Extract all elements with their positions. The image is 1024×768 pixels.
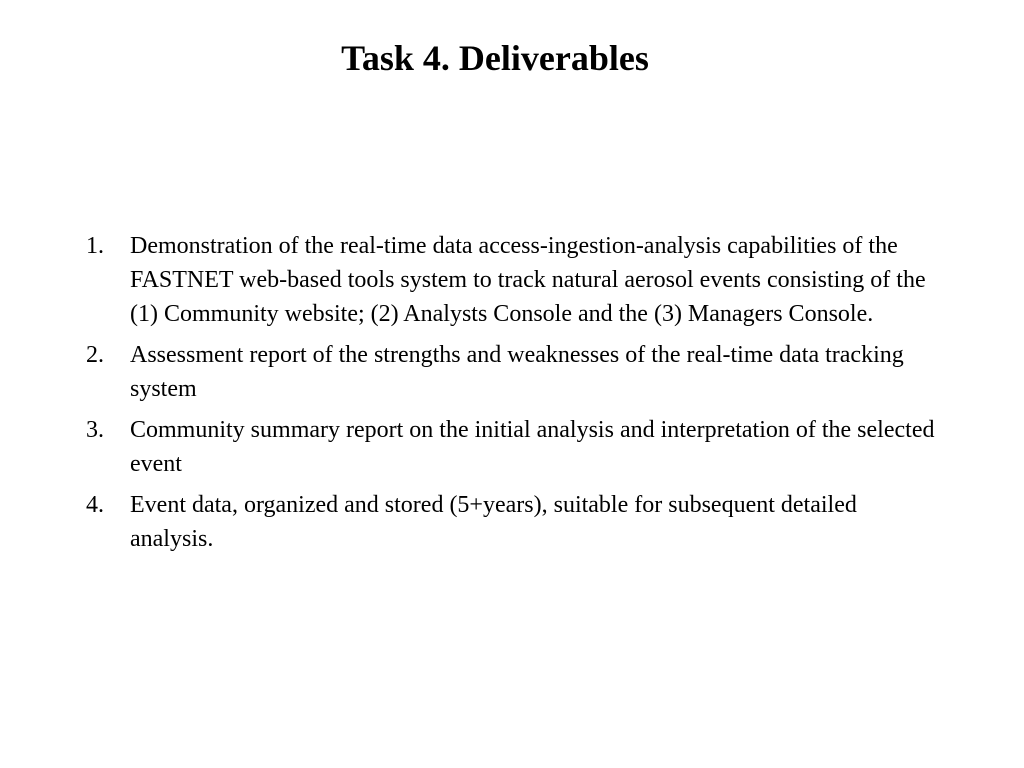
list-item-number: 1. (86, 233, 104, 259)
list-item-number: 4. (86, 492, 104, 518)
list-item-text: Demonstration of the real-time data access-ingestion-analysis capabilities of the FASTNET web-based tools system to track natural aerosol events consisting of the (1) Community website; (2) Analysts Console and the (3) Managers Console. (130, 233, 926, 327)
list-item-text: Assessment report of the strengths and weaknesses of the real-time data tracking system (130, 342, 904, 402)
list-item-text: Event data, organized and stored (5+years), suitable for subsequent detailed analysis. (130, 492, 857, 552)
list-item-text: Community summary report on the initial analysis and interpretation of the selected event (130, 417, 935, 477)
list-item (86, 413, 936, 481)
list-item-number: 3. (86, 417, 104, 443)
slide-title: Task 4. Deliverables (341, 38, 649, 78)
list-item (86, 488, 936, 556)
list-item-number: 2. (86, 342, 104, 368)
deliverables-list (86, 229, 936, 563)
list-item (86, 229, 936, 331)
list-item (86, 338, 936, 406)
